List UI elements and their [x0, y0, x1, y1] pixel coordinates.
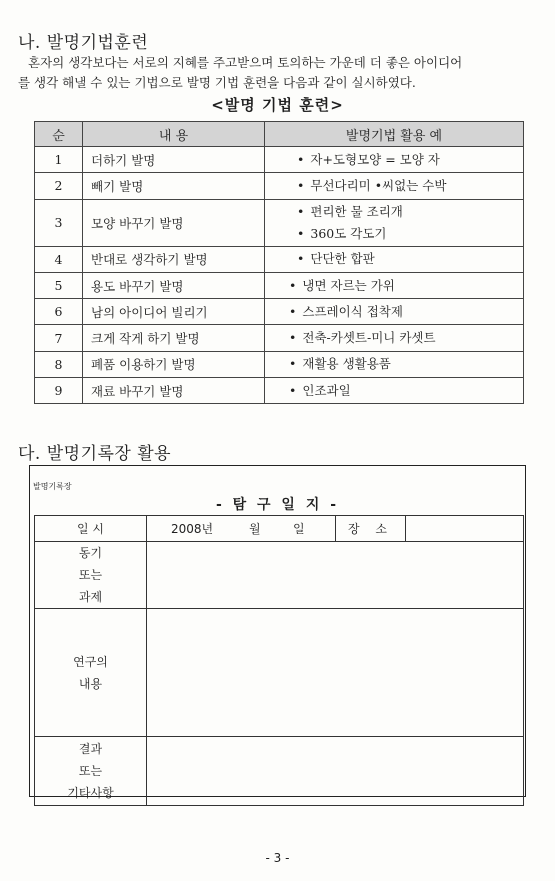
bullet-icon: •	[297, 251, 305, 267]
example-item	[295, 175, 515, 197]
example-text: 단단한 합판	[310, 251, 375, 267]
table-header-row	[35, 122, 524, 147]
example-text: 스프레이식 접착제	[302, 303, 403, 319]
row-number: 1	[35, 147, 83, 173]
motive-label	[35, 542, 147, 609]
table-row	[35, 378, 524, 404]
example-text: 자+도형모양 = 모양 자	[310, 151, 440, 167]
place-label: 장 소	[336, 516, 406, 542]
example-item	[295, 223, 515, 245]
place-field[interactable]	[406, 516, 524, 542]
row-number: 7	[35, 325, 83, 351]
row-examples	[265, 378, 524, 404]
header-no: 순	[35, 122, 83, 147]
result-row	[35, 737, 524, 806]
table-row	[35, 246, 524, 272]
row-number: 4	[35, 246, 83, 272]
motive-field[interactable]	[147, 542, 524, 609]
invention-method-table	[34, 121, 524, 404]
row-number: 6	[35, 299, 83, 325]
example-text: 편리한 물 조리개	[310, 203, 403, 219]
row-examples	[265, 272, 524, 298]
row-examples	[265, 147, 524, 173]
header-content: 내 용	[83, 122, 265, 147]
bullet-icon: •	[289, 356, 297, 372]
example-text: 360도 각도기	[310, 225, 387, 241]
intro-text-line-2: 를 생각 해낼 수 있는 기법으로 발명 기법 훈련을 다음과 같이 실시하였다.	[18, 75, 416, 90]
table-caption: <발명 기법 훈련>	[211, 96, 344, 114]
row-examples	[265, 199, 524, 246]
bullet-icon: •	[289, 303, 297, 319]
example-item	[287, 353, 515, 375]
journal-label: 발명기록장	[33, 482, 72, 491]
row-examples	[265, 299, 524, 325]
row-method-name: 남의 아이디어 빌리기	[83, 299, 265, 325]
table-row	[35, 325, 524, 351]
example-item	[295, 201, 515, 223]
result-label	[35, 737, 147, 806]
section-title-invention-record: 다. 발명기록장 활용	[18, 444, 172, 464]
bullet-icon: •	[297, 203, 305, 219]
research-field[interactable]	[147, 609, 524, 737]
table-row	[35, 147, 524, 173]
bullet-icon: •	[297, 225, 305, 241]
table-row	[35, 272, 524, 298]
row-method-name: 재료 바꾸기 발명	[83, 378, 265, 404]
row-method-name: 빼기 발명	[83, 173, 265, 199]
result-label-line-1: 결과	[78, 742, 103, 756]
journal-table	[34, 515, 524, 806]
example-text: 인조과일	[302, 382, 351, 398]
row-examples	[265, 351, 524, 377]
page-number: - 3 -	[265, 851, 290, 865]
section-title-invention-training: 나. 발명기법훈련	[18, 33, 149, 53]
motive-row	[35, 542, 524, 609]
research-journal-form	[29, 465, 526, 800]
date-month: 월	[249, 522, 261, 536]
result-field[interactable]	[147, 737, 524, 806]
row-examples	[265, 325, 524, 351]
row-method-name: 반대로 생각하기 발명	[83, 246, 265, 272]
example-text: 재활용 생활용품	[302, 356, 391, 372]
bullet-icon: •	[289, 382, 297, 398]
example-item	[295, 149, 515, 171]
result-label-line-3: 기타사항	[67, 786, 114, 800]
row-number: 8	[35, 351, 83, 377]
table-row	[35, 199, 524, 246]
header-examples: 발명기법 활용 예	[265, 122, 524, 147]
motive-label-line-3: 과제	[78, 590, 103, 604]
example-item	[287, 327, 515, 349]
table-body	[35, 147, 524, 404]
research-label-line-2: 내용	[78, 676, 103, 691]
bullet-icon: •	[289, 277, 297, 293]
motive-label-line-1: 동기	[78, 546, 103, 560]
example-item	[287, 380, 515, 402]
row-method-name: 폐품 이용하기 발명	[83, 351, 265, 377]
row-method-name: 크게 작게 하기 발명	[83, 325, 265, 351]
example-text: 냉면 자르는 가위	[302, 277, 395, 293]
example-text: 전축-카셋트-미니 카셋트	[302, 330, 436, 346]
table-row	[35, 299, 524, 325]
row-number: 2	[35, 173, 83, 199]
row-method-name: 용도 바꾸기 발명	[83, 272, 265, 298]
table-row	[35, 351, 524, 377]
example-item	[287, 275, 515, 297]
table-row	[35, 173, 524, 199]
research-label-line-1: 연구의	[73, 654, 108, 669]
row-method-name: 더하기 발명	[83, 147, 265, 173]
date-year: 2008년	[171, 522, 214, 536]
research-label	[35, 609, 147, 737]
row-method-name: 모양 바꾸기 발명	[83, 199, 265, 246]
research-row	[35, 609, 524, 737]
example-item	[287, 301, 515, 323]
row-number: 5	[35, 272, 83, 298]
row-number: 9	[35, 378, 83, 404]
journal-title: - 탐 구 일 지 -	[215, 497, 340, 513]
motive-label-line-2: 또는	[78, 568, 103, 582]
bullet-icon: •	[297, 151, 305, 167]
intro-text-line-1: 혼자의 생각보다는 서로의 지혜를 주고받으며 토의하는 가운데 더 좋은 아이디어	[28, 55, 463, 70]
row-number: 3	[35, 199, 83, 246]
bullet-icon: •	[289, 330, 297, 346]
example-text: 무선다리미 •씨없는 수박	[310, 177, 447, 193]
bullet-icon: •	[297, 177, 305, 193]
date-label: 일 시	[35, 516, 147, 542]
date-day: 일	[293, 522, 305, 536]
example-item	[295, 248, 515, 270]
date-field[interactable]	[147, 516, 336, 542]
date-row	[35, 516, 524, 542]
result-label-line-2: 또는	[78, 764, 103, 778]
row-examples	[265, 173, 524, 199]
row-examples	[265, 246, 524, 272]
